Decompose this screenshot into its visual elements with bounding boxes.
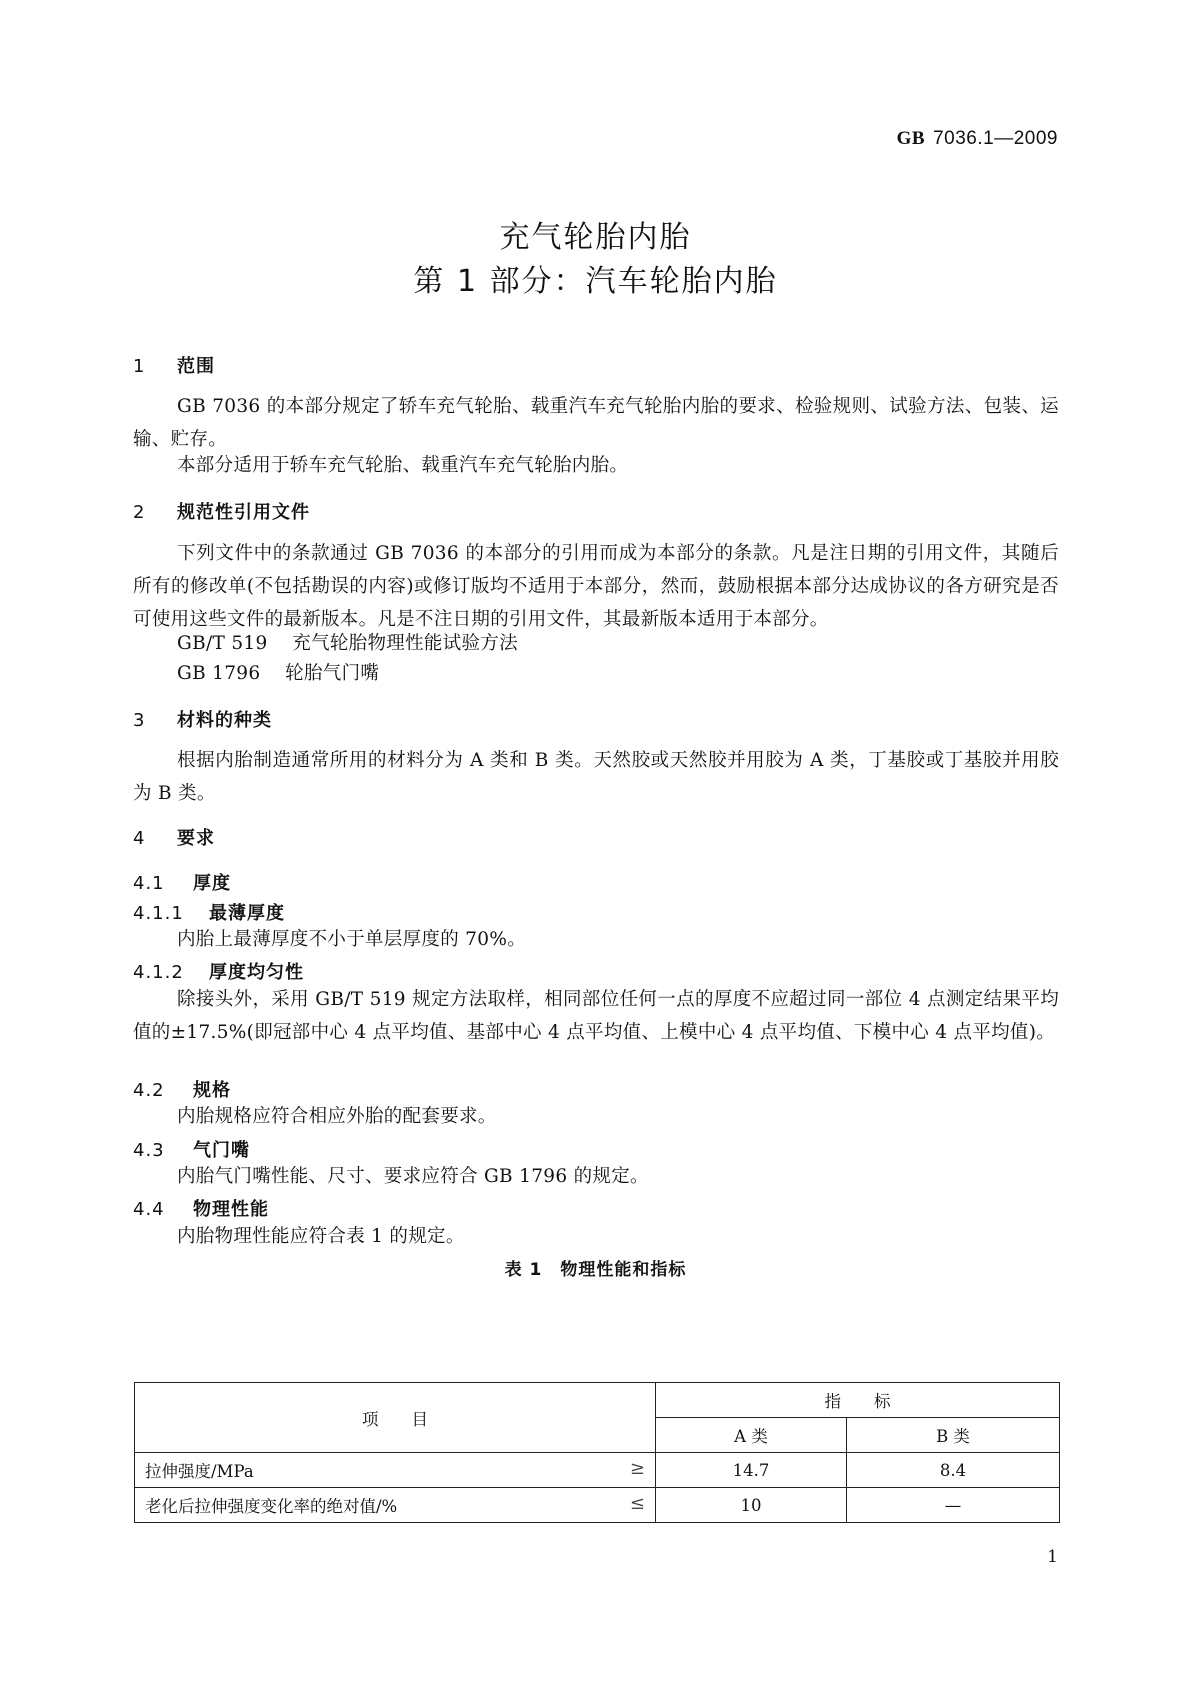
section-4-1-heading: 4.1 厚度 xyxy=(133,873,231,894)
section-4-4-text: 内胎物理性能应符合表 1 的规定。 xyxy=(177,1226,465,1247)
physical-properties-table xyxy=(134,1382,1060,1523)
page-number: 1 xyxy=(1047,1547,1058,1567)
section-2-paragraph-1: 下列文件中的条款通过 GB 7036 的本部分的引用而成为本部分的条款。凡是注日期的引用文件，其随后所有的修改单(不包括勘误的内容)或修订版均不适用于本部分，然而，鼓励根据本部分达成协议的各方研究是否可使用这些文件的最新版本。凡是不注日期的引用文件，其最新版本适用于本部分。 xyxy=(133,543,1059,630)
section-3-paragraph-1: 根据内胎制造通常所用的材料分为 A 类和 B 类。天然胶或天然胶并用胶为 A 类，丁基胶或丁基胶并用胶为 B 类。 xyxy=(133,750,1059,804)
document-subtitle: 第 1 部分：汽车轮胎内胎 xyxy=(413,264,778,299)
section-4-1-2-heading: 4.1.2 厚度均匀性 xyxy=(133,962,304,983)
reference-item: GB/T 519 充气轮胎物理性能试验方法 xyxy=(177,633,518,654)
standard-prefix: GB xyxy=(896,128,926,149)
table-header-class-a: A 类 xyxy=(656,1418,847,1453)
standard-number xyxy=(897,128,1058,150)
table-cell-item: 老化后拉伸强度变化率的绝对值/% ≤ xyxy=(135,1488,656,1523)
section-1-paragraph-1: GB 7036 的本部分规定了轿车充气轮胎、载重汽车充气轮胎内胎的要求、检验规则、试验方法、包装、运输、贮存。 xyxy=(133,396,1059,450)
table-caption: 表 1 物理性能和指标 xyxy=(504,1260,687,1280)
document-title: 充气轮胎内胎 xyxy=(499,220,692,255)
standard-code: 7036.1—2009 xyxy=(933,128,1058,149)
section-4-4-heading: 4.4 物理性能 xyxy=(133,1199,269,1220)
section-4-3-text: 内胎气门嘴性能、尺寸、要求应符合 GB 1796 的规定。 xyxy=(177,1166,649,1187)
table-header-item: 项 目 xyxy=(135,1383,656,1453)
table-cell-b: — xyxy=(847,1488,1060,1523)
section-4-1-1-text: 内胎上最薄厚度不小于单层厚度的 70%。 xyxy=(177,929,527,950)
table-cell-item: 拉伸强度/MPa ≥ xyxy=(135,1453,656,1488)
table-cell-a: 14.7 xyxy=(656,1453,847,1488)
table-cell-a: 10 xyxy=(656,1488,847,1523)
table-header-index: 指 标 xyxy=(656,1383,1060,1418)
table-header-class-b: B 类 xyxy=(847,1418,1060,1453)
section-4-2-heading: 4.2 规格 xyxy=(133,1080,231,1101)
section-4-heading: 4 要求 xyxy=(133,828,215,849)
table-cell-b: 8.4 xyxy=(847,1453,1060,1488)
table-row xyxy=(135,1453,1060,1488)
section-4-3-heading: 4.3 气门嘴 xyxy=(133,1140,250,1161)
reference-item: GB 1796 轮胎气门嘴 xyxy=(177,663,380,684)
table-row xyxy=(135,1488,1060,1523)
section-4-2-text: 内胎规格应符合相应外胎的配套要求。 xyxy=(177,1106,497,1127)
section-3-heading: 3 材料的种类 xyxy=(133,710,272,731)
section-1-paragraph-2: 本部分适用于轿车充气轮胎、载重汽车充气轮胎内胎。 xyxy=(177,455,629,476)
section-2-heading: 2 规范性引用文件 xyxy=(133,502,310,523)
section-1-heading: 1 范围 xyxy=(133,356,215,377)
section-4-1-1-heading: 4.1.1 最薄厚度 xyxy=(133,903,285,924)
section-4-1-2-text: 除接头外，采用 GB/T 519 规定方法取样，相同部位任何一点的厚度不应超过同一部位 4 点测定结果平均值的±17.5%(即冠部中心 4 点平均值、基部中心 4 点平均值、上模中心 4 点平均值、下模中心 4 点平均值)。 xyxy=(133,989,1059,1043)
